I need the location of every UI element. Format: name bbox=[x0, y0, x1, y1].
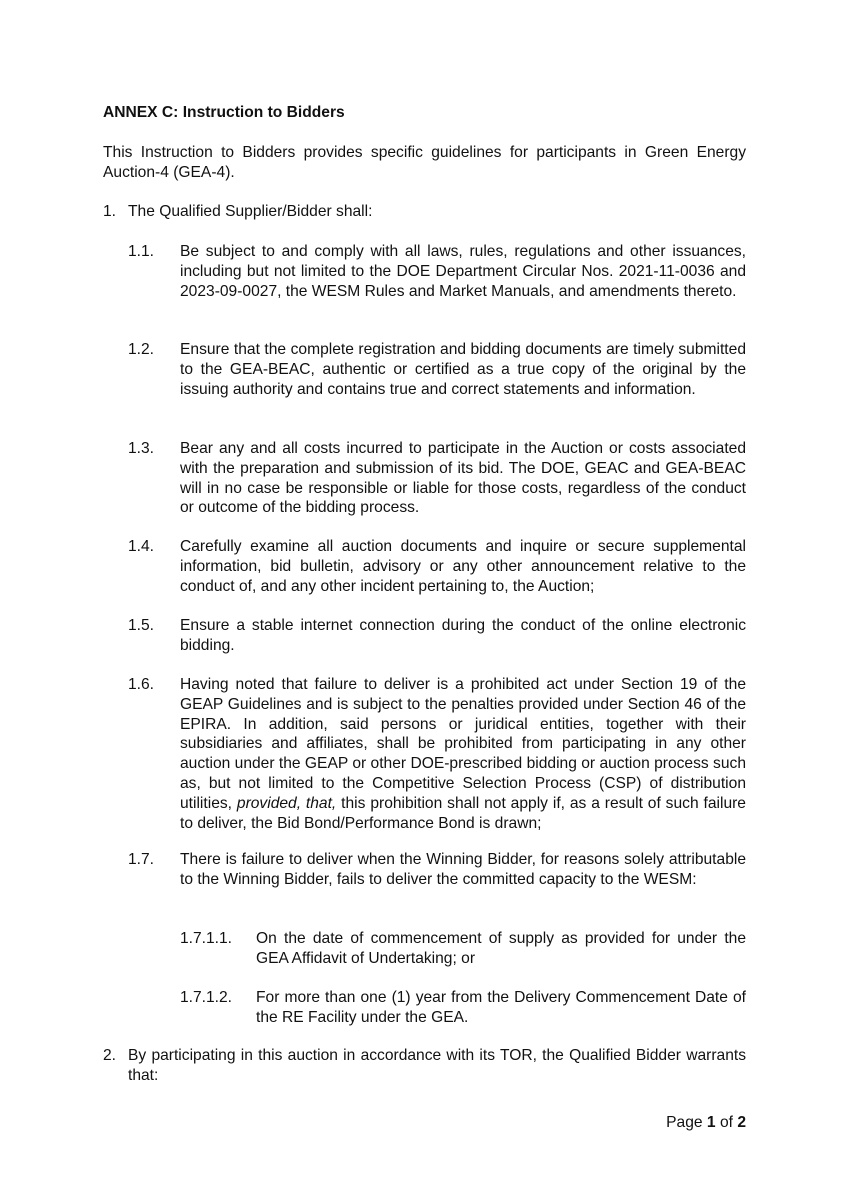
item-number: 1.7. bbox=[128, 851, 155, 868]
item-text-part-b: this prohibition shall not apply if, as a result of such failure to deliver, the Bid Bond/Performance Bond is drawn; bbox=[180, 794, 746, 832]
item-text: Carefully examine all auction documents and inquire or secure supplemental information, bid bulletin, advisory or any other announcement relative to the conduct of, and any other incident pertaining to, the Auction; bbox=[180, 538, 746, 595]
sub-item-text: For more than one (1) year from the Delivery Commencement Date of the RE Facility under the GEA. bbox=[256, 989, 746, 1026]
list-item-1-1 bbox=[128, 242, 746, 301]
item-number: 1.1. bbox=[128, 243, 155, 260]
list-item-1-6 bbox=[128, 675, 746, 833]
section-2-number: 2. bbox=[103, 1047, 117, 1064]
item-text: Ensure that the complete registration and bidding documents are timely submitted to the GEA-BEAC, authentic or certified as a true copy of the original by the issuing authority and contains true and correct statements and information. bbox=[180, 341, 746, 398]
sub-item-1-7-1-2 bbox=[180, 988, 746, 1028]
total-page-number: 2 bbox=[737, 1114, 746, 1131]
sub-item-number: 1.7.1.1. bbox=[180, 930, 233, 947]
page-number-footer bbox=[666, 1113, 746, 1133]
item-text: Bear any and all costs incurred to participate in the Auction or costs associated with the preparation and submission of its bid. The DOE, GEAC and GEA-BEAC will in no case be responsible or liable for those costs, regardless of the conduct or outcome of the bidding process. bbox=[180, 440, 746, 517]
item-number: 1.2. bbox=[128, 341, 155, 358]
current-page-number: 1 bbox=[706, 1114, 716, 1131]
item-number: 1.3. bbox=[128, 440, 155, 457]
item-text: There is failure to deliver when the Winning Bidder, for reasons solely attributable to the Winning Bidder, fails to deliver the committed capacity to the WESM: bbox=[180, 851, 746, 888]
intro-paragraph: This Instruction to Bidders provides specific guidelines for participants in Green Energy Auction-4 (GEA-4). bbox=[103, 144, 746, 181]
section-2-text: By participating in this auction in accordance with its TOR, the Qualified Bidder warrants that: bbox=[128, 1047, 746, 1084]
section-1-number: 1. bbox=[103, 203, 117, 220]
list-item-1-7 bbox=[128, 850, 746, 890]
item-text: Be subject to and comply with all laws, rules, regulations and other issuances, including but not limited to the DOE Department Circular Nos. 2021-11-0036 and 2023-09-0027, the WESM Rules and Market Manuals, and amendments thereto. bbox=[180, 243, 746, 300]
of-word: of bbox=[719, 1114, 733, 1131]
sub-item-1-7-1-1 bbox=[180, 929, 746, 969]
sub-item-text: On the date of commencement of supply as provided for under the GEA Affidavit of Undertaking; or bbox=[256, 930, 746, 967]
item-number: 1.5. bbox=[128, 617, 155, 634]
list-item-1-5 bbox=[128, 616, 746, 656]
page-word: Page bbox=[666, 1114, 703, 1131]
item-text: Ensure a stable internet connection during the conduct of the online electronic bidding. bbox=[180, 617, 746, 654]
list-item-1-2 bbox=[128, 340, 746, 399]
annex-heading: ANNEX C: Instruction to Bidders bbox=[103, 104, 345, 121]
section-1-text: The Qualified Supplier/Bidder shall: bbox=[128, 203, 373, 220]
item-number: 1.4. bbox=[128, 538, 155, 555]
item-text-part-a: Having noted that failure to deliver is a prohibited act under Section 19 of the GEAP Guidelines and is subject to the penalties provided under Section 46 of the EPIRA. In addition, said persons or juridical entities, together with their subsidiaries and affiliates, shall be prohibited from participating in any other auction under the GEAP or other DOE-prescribed bidding or auction process such as, but not limited to the Competitive Selection Process (CSP) of distribution utilities, bbox=[180, 676, 746, 812]
item-text-italic: provided, that, bbox=[236, 794, 337, 812]
item-text bbox=[180, 675, 746, 833]
section-2 bbox=[103, 1046, 746, 1086]
list-item-1-3 bbox=[128, 439, 746, 518]
sub-item-number: 1.7.1.2. bbox=[180, 989, 233, 1006]
list-item-1-4 bbox=[128, 537, 746, 596]
section-1 bbox=[103, 202, 746, 222]
item-number: 1.6. bbox=[128, 676, 155, 693]
